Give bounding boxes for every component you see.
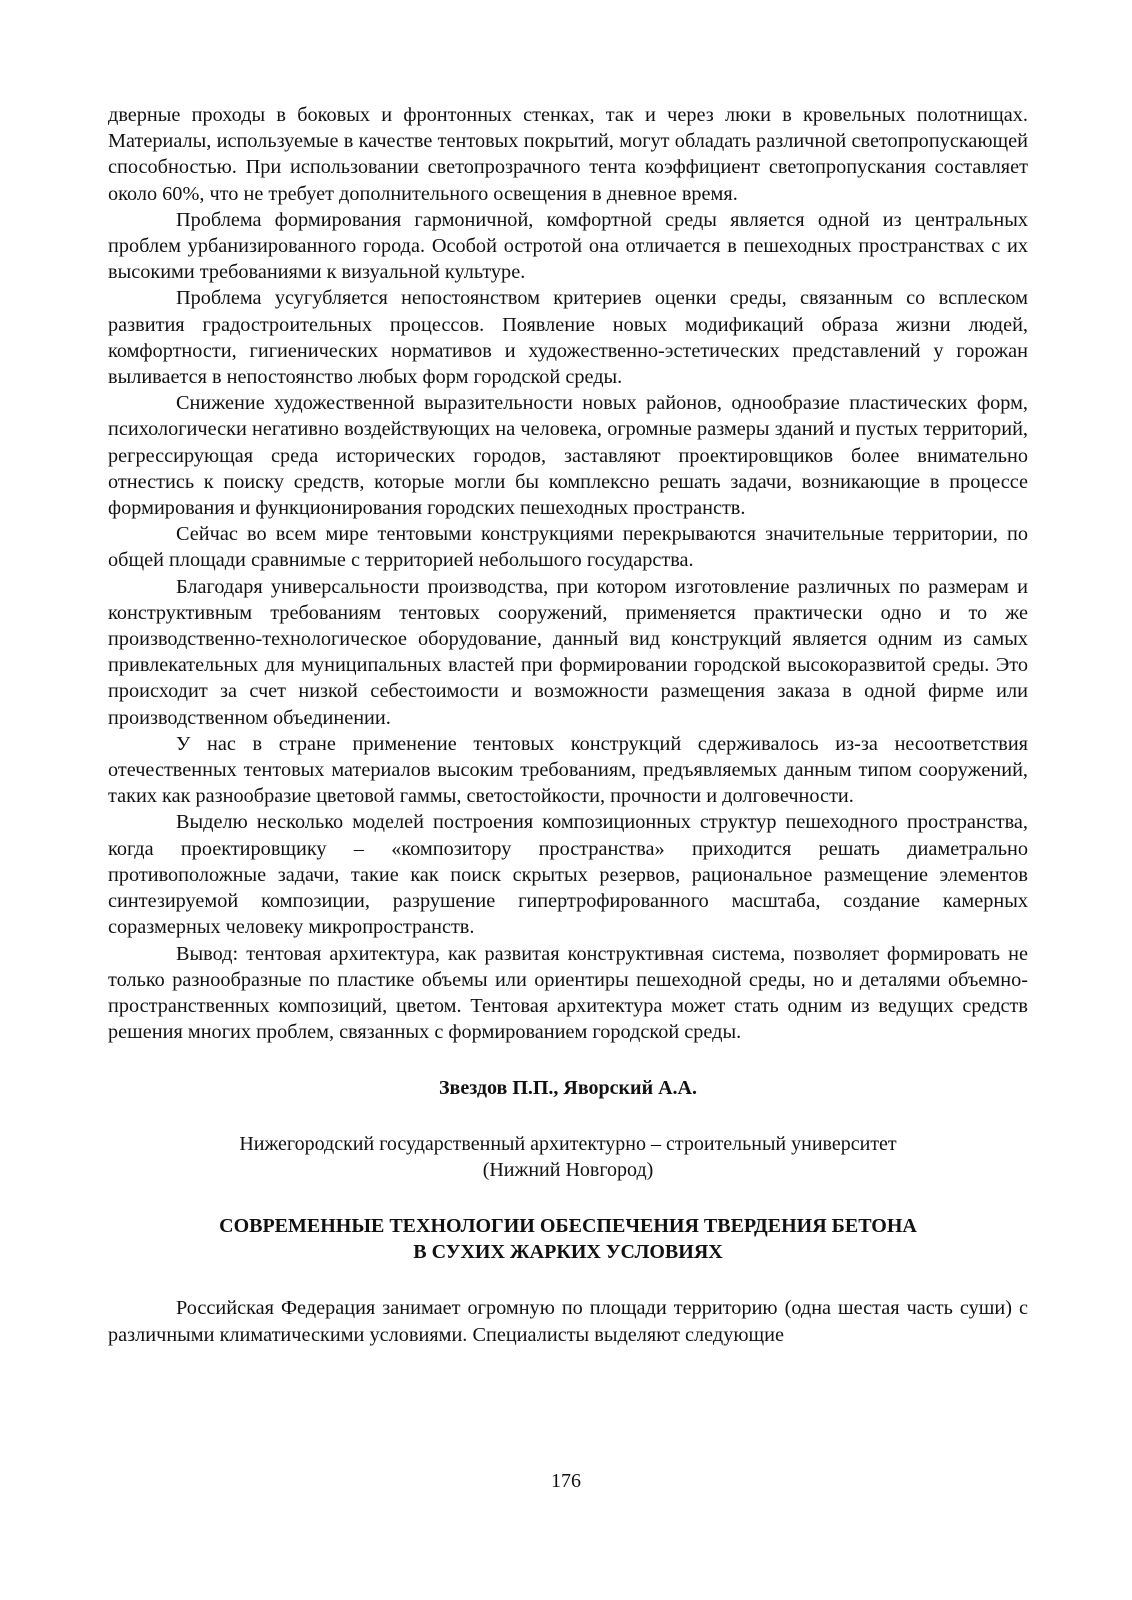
page-body: [108, 102, 1028, 1348]
article-title-line-1: СОВРЕМЕННЫЕ ТЕХНОЛОГИИ ОБЕСПЕЧЕНИЯ ТВЕРДЕНИЯ БЕТОНА: [219, 1215, 917, 1238]
paragraph: Сейчас во всем мире тентовыми конструкциями перекрываются значительные территории, по общей площади сравнимые с территорией небольшого государства.: [108, 523, 1028, 572]
paragraph-conclusion: Вывод: тентовая архитектура, как развитая конструктивная система, позволяет формировать не только разнообразные по пластике объемы или ориентиры пешеходной среды, но и деталями объемно-пространственных композиций, цветом. Тентовая архитектура может стать одним из ведущих средств решения многих проблем, связанных с формированием городской среды.: [108, 942, 1028, 1044]
article-intro-paragraph: Российская Федерация занимает огромную по площади территорию (одна шестая часть суши) с различными климатическими условиями. Специалисты выделяют следующие: [108, 1297, 1028, 1346]
paragraph: Снижение художественной выразительности новых районов, однообразие пластических форм, психологически негативно воздействующих на человека, огромные размеры зданий и пустых территорий, регрессирующая среда исторических городов, заставляют проектировщиков более внимательно отнестись к поиску средств, которые могли бы комплексно решать задачи, возникающие в процессе формирования и функционирования городских пешеходных пространств.: [108, 392, 1028, 520]
paragraph-continued: дверные проходы в боковых и фронтонных стенках, так и через люки в кровельных полотнищах. Материалы, используемые в качестве тентовых покрытий, могут обладать различной светопропускающей способностью. При использовании светопрозрачного тента коэффициент светопропускания составляет около 60%, что не требует дополнительного освещения в дневное время.: [108, 104, 1028, 205]
paragraph: Проблема усугубляется непостоянством критериев оценки среды, связанным со всплеском развития градостроительных процессов. Появление новых модификаций образа жизни людей, комфортности, гигиенических нормативов и художественно-эстетических представлений у горожан выливается в непостоянство любых форм городской среды.: [108, 287, 1028, 389]
page-number: 176: [551, 1470, 581, 1492]
affiliation-institution: Нижегородский государственный архитектурно – строительный университет: [239, 1133, 897, 1156]
article-title-line-2: В СУХИХ ЖАРКИХ УСЛОВИЯХ: [413, 1241, 723, 1264]
paragraph: Благодаря универсальности производства, при котором изготовление различных по размерам и конструктивным требованиям тентовых сооружений, применяется практически одно и то же производственно-технологическое оборудование, данный вид конструкций является одним из самых привлекательных для муниципальных властей при формировании городской высокоразвитой среды. Это происходит за счет низкой себестоимости и возможности размещения заказа в одной фирме или производственном объединении.: [108, 575, 1028, 729]
paragraph: Выделю несколько моделей построения композиционных структур пешеходного пространства, когда проектировщику – «композитору пространства» приходится решать диаметрально противоположные задачи, такие как поиск скрытых резервов, рациональное размещение элементов синтезируемой композиции, разрушение гипертрофированного масштаба, создание камерных соразмерных человеку микропространств.: [108, 811, 1028, 939]
paragraph: У нас в стране применение тентовых конструкций сдерживалось из-за несоответствия отечественных тентовых материалов высоким требованиям, предъявляемых данным типом сооружений, таких как разнообразие цветовой гаммы, светостойкости, прочности и долговечности.: [108, 732, 1028, 808]
article-authors: Звездов П.П., Яворский А.А.: [438, 1077, 697, 1100]
affiliation-city: (Нижний Новгород): [482, 1159, 654, 1182]
paragraph: Проблема формирования гармоничной, комфортной среды является одной из центральных проблем урбанизированного города. Особой остротой она отличается в пешеходных пространствах с их высокими требованиями к визуальной культуре.: [108, 208, 1028, 284]
article-title: [108, 1213, 1028, 1265]
author-affiliation: [108, 1131, 1028, 1183]
